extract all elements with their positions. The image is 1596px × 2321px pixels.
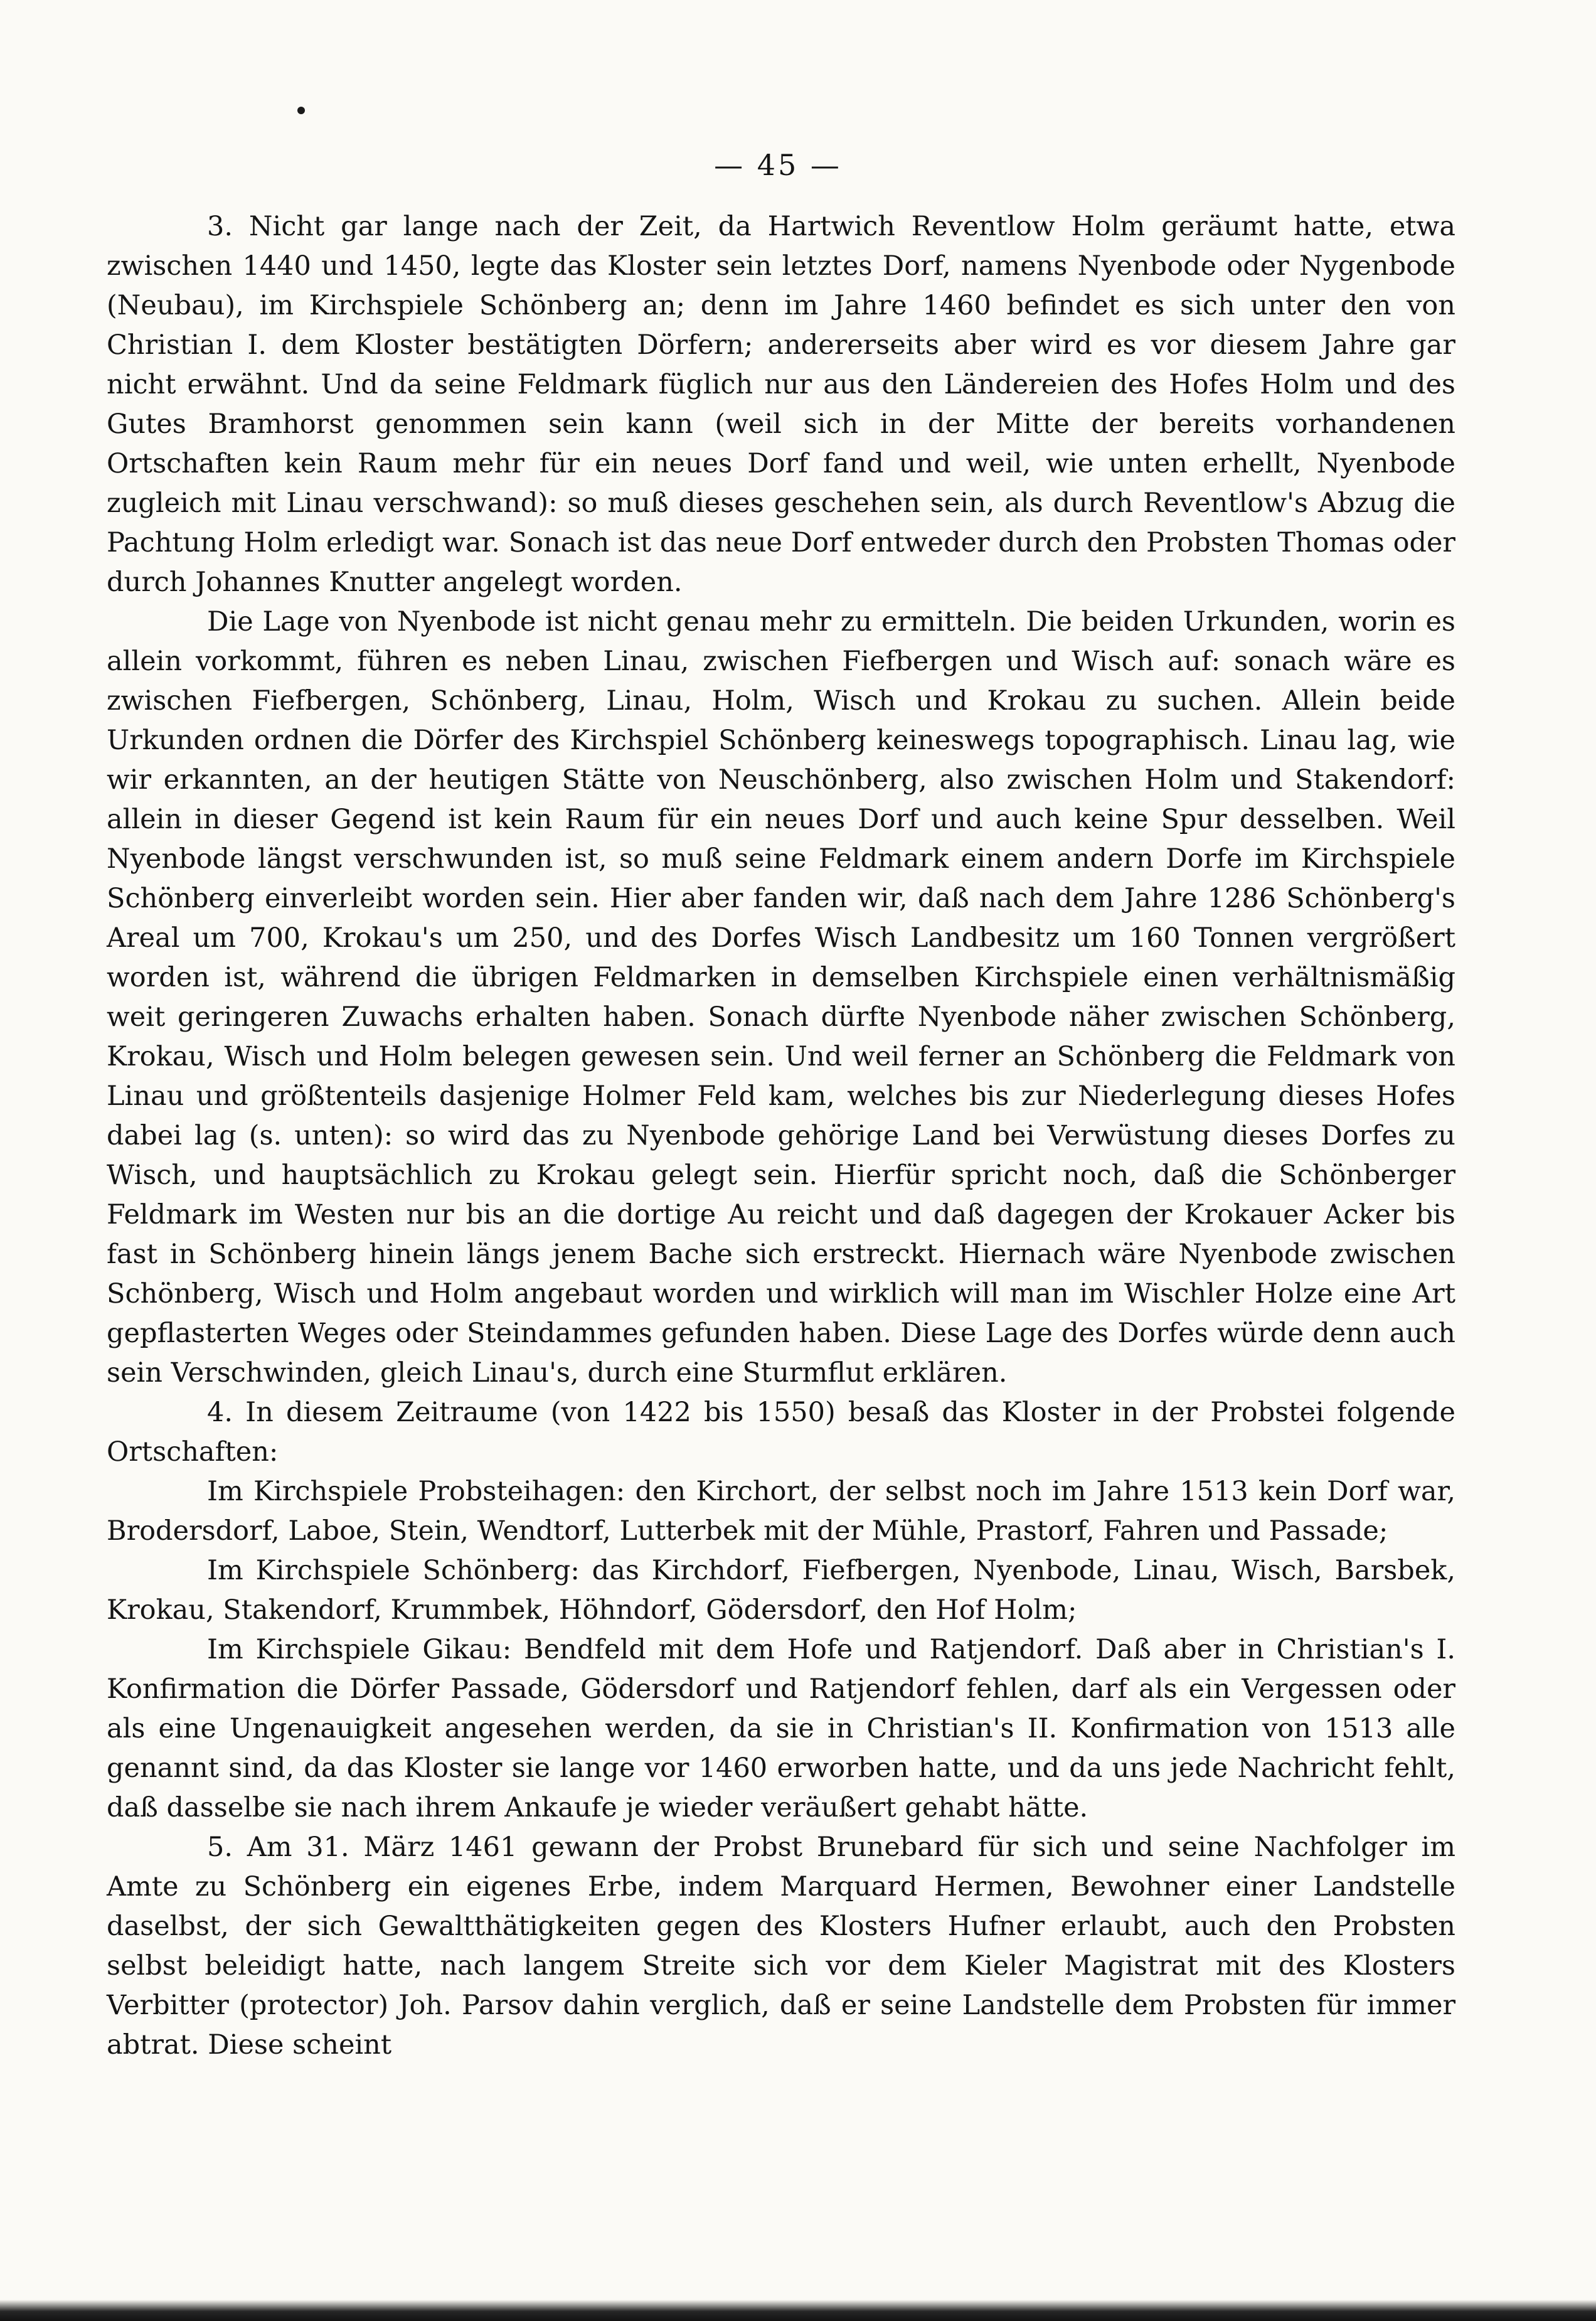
paragraph-section-4: 4. In diesem Zeitraume (von 1422 bis 1550) besaß das Kloster in der Probstei folgende Ortschaften: (107, 1397, 1455, 1468)
scan-bottom-edge (0, 2300, 1596, 2321)
ink-speck (297, 107, 305, 114)
paragraph-section-3: 3. Nicht gar lange nach der Zeit, da Hartwich Reventlow Holm geräumt hatte, etwa zwischen 1440 und 1450, legte das Kloster sein letztes Dorf, namens Nyenbode oder Nygenbode (Neubau), im Kirchspiele Schönberg an; denn im Jahre 1460 befindet es sich unter den von Christian I. dem Kloster bestätigten Dörfern; andererseits aber wird es vor diesem Jahre gar nicht erwähnt. Und da seine Feldmark füglich nur aus den Ländereien des Hofes Holm und des Gutes Bramhorst genommen sein kann (weil sich in der Mitte der bereits vorhandenen Ortschaften kein Raum mehr für ein neues Dorf fand und weil, wie unten erhellt, Nyenbode zugleich mit Linau verschwand): so muß dieses geschehen sein, als durch Reventlow's Abzug die Pachtung Holm erledigt war. Sonach ist das neue Dorf entweder durch den Probsten Thomas oder durch Johannes Knutter angelegt worden. (107, 211, 1455, 598)
paragraph-schoenberg: Im Kirchspiele Schönberg: das Kirchdorf, Fiefbergen, Nyenbode, Linau, Wisch, Barsbek, Krokau, Stakendorf, Krummbek, Höhndorf, Gödersdorf, den Hof Holm; (107, 1555, 1455, 1626)
body-text (107, 207, 1455, 2065)
paragraph-section-5: 5. Am 31. März 1461 gewann der Probst Brunebard für sich und seine Nachfolger im Amte zu Schönberg ein eigenes Erbe, indem Marquard Hermen, Bewohner einer Landstelle daselbst, der sich Gewaltthätigkeiten gegen des Klosters Hufner erlaubt, auch den Probsten selbst beleidigt hatte, nach langem Streite sich vor dem Kieler Magistrat mit des Klosters Verbitter (protector) Joh. Parsov dahin verglich, daß er seine Landstelle dem Probsten für immer abtrat. Diese scheint (107, 1832, 1455, 2061)
page-number: — 45 — (714, 148, 842, 182)
paragraph-gikau: Im Kirchspiele Gikau: Bendfeld mit dem Hofe und Ratjendorf. Daß aber in Christian's I. Konfirmation die Dörfer Passade, Gödersdorf und Ratjendorf fehlen, darf als ein Vergessen oder als eine Ungenauigkeit angesehen werden, da sie in Christian's II. Konfirmation von 1513 alle genannt sind, da das Kloster sie lange vor 1460 erworben hatte, und da uns jede Nachricht fehlt, daß dasselbe sie nach ihrem Ankaufe je wieder veräußert gehabt hätte. (107, 1634, 1455, 1823)
paragraph-probsteihagen: Im Kirchspiele Probsteihagen: den Kirchort, der selbst noch im Jahre 1513 kein Dorf war, Brodersdorf, Laboe, Stein, Wendtorf, Lutterbek mit der Mühle, Prastorf, Fahren und Passade; (107, 1476, 1455, 1547)
paragraph-nyenbode-location: Die Lage von Nyenbode ist nicht genau mehr zu ermitteln. Die beiden Urkunden, worin es allein vorkommt, führen es neben Linau, zwischen Fiefbergen und Wisch auf: sonach wäre es zwischen Fiefbergen, Schönberg, Linau, Holm, Wisch und Krokau zu suchen. Allein beide Urkunden ordnen die Dörfer des Kirchspiel Schönberg keineswegs topographisch. Linau lag, wie wir erkannten, an der heutigen Stätte von Neuschönberg, also zwischen Holm und Stakendorf: allein in dieser Gegend ist kein Raum für ein neues Dorf und auch keine Spur desselben. Weil Nyenbode längst verschwunden ist, so muß seine Feldmark einem andern Dorfe im Kirchspiele Schönberg einverleibt worden sein. Hier aber fanden wir, daß nach dem Jahre 1286 Schönberg's Areal um 700, Krokau's um 250, und des Dorfes Wisch Landbesitz um 160 Tonnen vergrößert worden ist, während die übrigen Feldmarken in demselben Kirchspiele einen verhältnismäßig weit geringeren Zuwachs erhalten haben. Sonach dürfte Nyenbode näher zwischen Schönberg, Krokau, Wisch und Holm belegen gewesen sein. Und weil ferner an Schönberg die Feldmark von Linau und größtenteils dasjenige Holmer Feld kam, welches bis zur Niederlegung dieses Hofes dabei lag (s. unten): so wird das zu Nyenbode gehörige Land bei Verwüstung dieses Dorfes zu Wisch, und hauptsächlich zu Krokau gelegt sein. Hierfür spricht noch, daß die Schönberger Feldmark im Westen nur bis an die dortige Au reicht und daß dagegen der Krokauer Acker bis fast in Schönberg hinein längs jenem Bache sich erstreckt. Hiernach wäre Nyenbode zwischen Schönberg, Wisch und Holm angebaut worden und wirklich will man im Wischler Holze eine Art gepflasterten Weges oder Steindammes gefunden haben. Diese Lage des Dorfes würde denn auch sein Verschwinden, gleich Linau's, durch eine Sturmflut erklären. (107, 606, 1455, 1389)
